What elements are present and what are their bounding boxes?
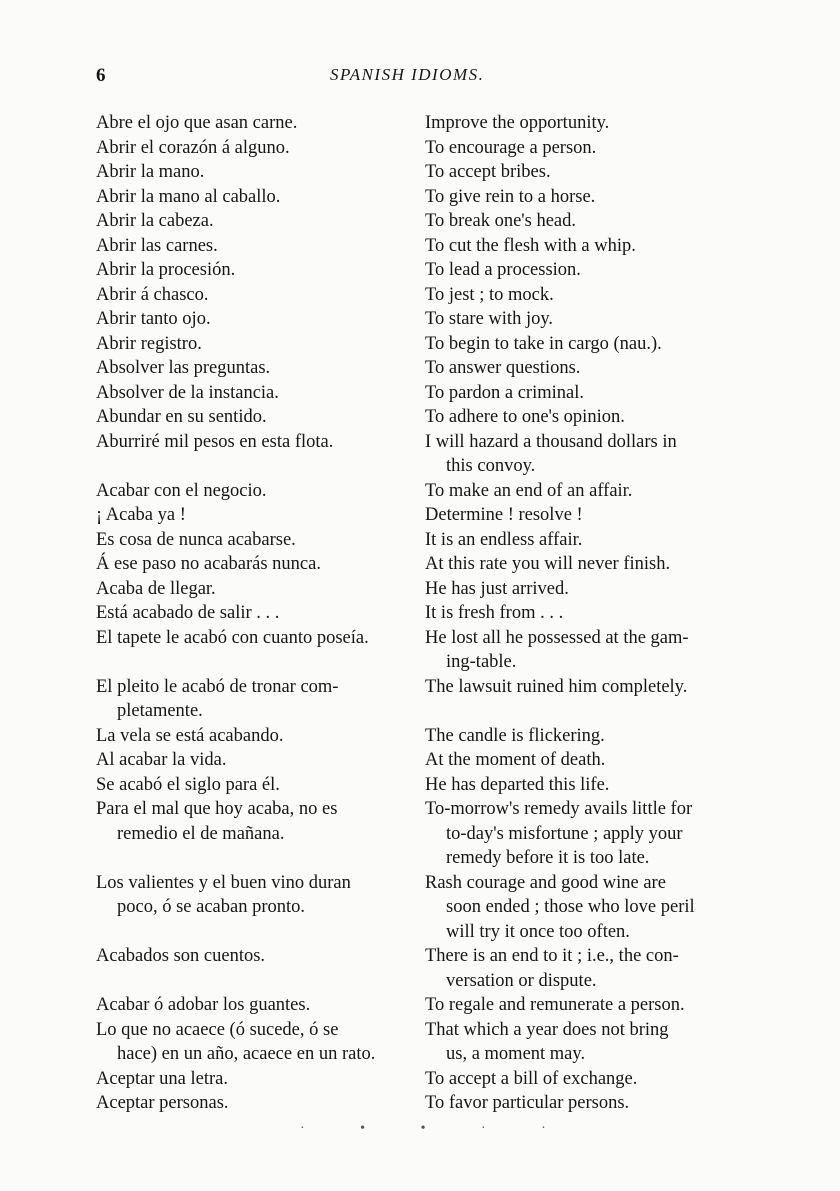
english-line-continuation: will try it once too often.: [446, 921, 630, 942]
english-line-continuation: soon ended ; those who love peril: [446, 897, 695, 917]
blank-line: [96, 650, 406, 675]
english-line: He has just arrived.: [425, 578, 569, 599]
spanish-line-continuation: hace) en un año, acaece en un rato.: [117, 1044, 376, 1064]
spanish-line: Abrir la cabeza.: [96, 211, 214, 231]
spanish-line: Abrir la mano.: [96, 162, 205, 182]
spanish-line: Abrir á chasco.: [96, 284, 209, 305]
spanish-line: Es cosa de nunca acabarse.: [96, 529, 296, 550]
spanish-line: Aburriré mil pesos en esta flota.: [96, 431, 334, 452]
spanish-line: Abrir el corazón á alguno.: [96, 137, 290, 158]
spanish-line: Abrir registro.: [96, 333, 202, 354]
english-line: That which a year does not bring: [425, 1019, 669, 1040]
spanish-line: Acaba de llegar.: [96, 578, 216, 599]
english-line: To accept a bill of exchange.: [425, 1068, 638, 1089]
print-specks: · • • · ·: [300, 1121, 572, 1136]
spanish-line-continuation: pletamente.: [117, 701, 203, 721]
english-line: To encourage a person.: [425, 137, 597, 158]
running-title: SPANISH IDIOMS.: [330, 65, 485, 84]
spanish-line: Abrir tanto ojo.: [96, 309, 211, 329]
english-line-continuation: remedy before it is too late.: [446, 848, 650, 868]
blank-line: [96, 846, 406, 871]
english-line-continuation: versation or dispute.: [446, 970, 597, 991]
english-line: To begin to take in cargo (nau.).: [425, 333, 662, 354]
spanish-column: [96, 111, 406, 1116]
spanish-line: Abrir la mano al caballo.: [96, 186, 281, 207]
english-line: At this rate you will never finish.: [425, 554, 671, 574]
english-line: At the moment of death.: [425, 750, 606, 770]
spanish-line: Se acabó el siglo para él.: [96, 774, 280, 795]
english-line: To give rein to a horse.: [425, 186, 596, 207]
page-number: 6: [96, 65, 106, 86]
spanish-line: Absolver de la instancia.: [96, 382, 279, 403]
spanish-line: El pleito le acabó de tronar com-: [96, 676, 339, 697]
english-line: I will hazard a thousand dollars in: [425, 431, 677, 452]
english-line: To adhere to one's opinion.: [425, 407, 625, 427]
spanish-line-continuation: poco, ó se acaban pronto.: [117, 897, 306, 917]
english-line: To stare with joy.: [425, 309, 554, 329]
english-line-continuation: ing-table.: [446, 652, 517, 672]
spanish-line: Para el mal que hoy acaba, no es: [96, 799, 338, 819]
spanish-line: Está acabado de salir . . .: [96, 603, 280, 623]
english-line: He has departed this life.: [425, 774, 610, 795]
spanish-line: Acabar ó adobar los guantes.: [96, 995, 311, 1015]
spanish-line: Á ese paso no acabarás nunca.: [96, 554, 321, 574]
english-line: To break one's head.: [425, 211, 577, 231]
english-line: To make an end of an affair.: [425, 480, 633, 501]
spanish-line: La vela se está acabando.: [96, 725, 284, 746]
english-line: Improve the opportunity.: [425, 113, 610, 133]
english-line: To cut the flesh with a whip.: [425, 235, 636, 256]
english-line: It is an endless affair.: [425, 529, 583, 550]
spanish-line: ¡ Acaba ya !: [96, 505, 186, 525]
spanish-line: Acabados son cuentos.: [96, 946, 266, 966]
english-line: The candle is flickering.: [425, 725, 605, 746]
english-line: To regale and remunerate a person.: [425, 995, 685, 1015]
spanish-line: Abrir las carnes.: [96, 235, 218, 256]
english-line: To lead a procession.: [425, 260, 581, 280]
spanish-line: Los valientes y el buen vino duran: [96, 872, 351, 893]
spanish-line: Acabar con el negocio.: [96, 480, 267, 501]
spanish-line: Abrir la procesión.: [96, 260, 236, 280]
spanish-line: El tapete le acabó con cuanto poseía.: [96, 627, 369, 648]
english-line: To jest ; to mock.: [425, 284, 554, 305]
english-line: It is fresh from . . .: [425, 603, 564, 623]
blank-line: [96, 454, 406, 479]
english-line: To pardon a criminal.: [425, 382, 584, 403]
spanish-line: Aceptar una letra.: [96, 1068, 228, 1089]
spanish-line: Al acabar la vida.: [96, 750, 227, 770]
blank-line: [96, 969, 406, 994]
english-line-continuation: to-day's misfortune ; apply your: [446, 823, 683, 844]
english-line: The lawsuit ruined him completely.: [425, 676, 688, 697]
english-line: To answer questions.: [425, 358, 581, 378]
english-line: To favor particular persons.: [425, 1093, 630, 1113]
page-header: [0, 65, 840, 95]
spanish-line: Abre el ojo que asan carne.: [96, 113, 298, 133]
spanish-line: Abundar en su sentido.: [96, 407, 267, 427]
blank-line: [96, 920, 406, 945]
english-line: Rash courage and good wine are: [425, 872, 666, 893]
spanish-line: Aceptar personas.: [96, 1093, 229, 1113]
english-line: To-morrow's remedy avails little for: [425, 799, 693, 819]
english-line: There is an end to it ; i.e., the con-: [425, 946, 679, 966]
spanish-line: Lo que no acaece (ó sucede, ó se: [96, 1019, 339, 1040]
spanish-line: Absolver las preguntas.: [96, 358, 271, 378]
blank-line: [425, 699, 740, 724]
english-line: He lost all he possessed at the gam-: [425, 627, 689, 648]
english-line: To accept bribes.: [425, 162, 551, 182]
spanish-line-continuation: remedio el de mañana.: [117, 823, 285, 844]
english-line: Determine ! resolve !: [425, 505, 583, 525]
english-column: [425, 111, 740, 1116]
english-line-continuation: us, a moment may.: [446, 1044, 586, 1064]
english-line-continuation: this convoy.: [446, 456, 536, 476]
